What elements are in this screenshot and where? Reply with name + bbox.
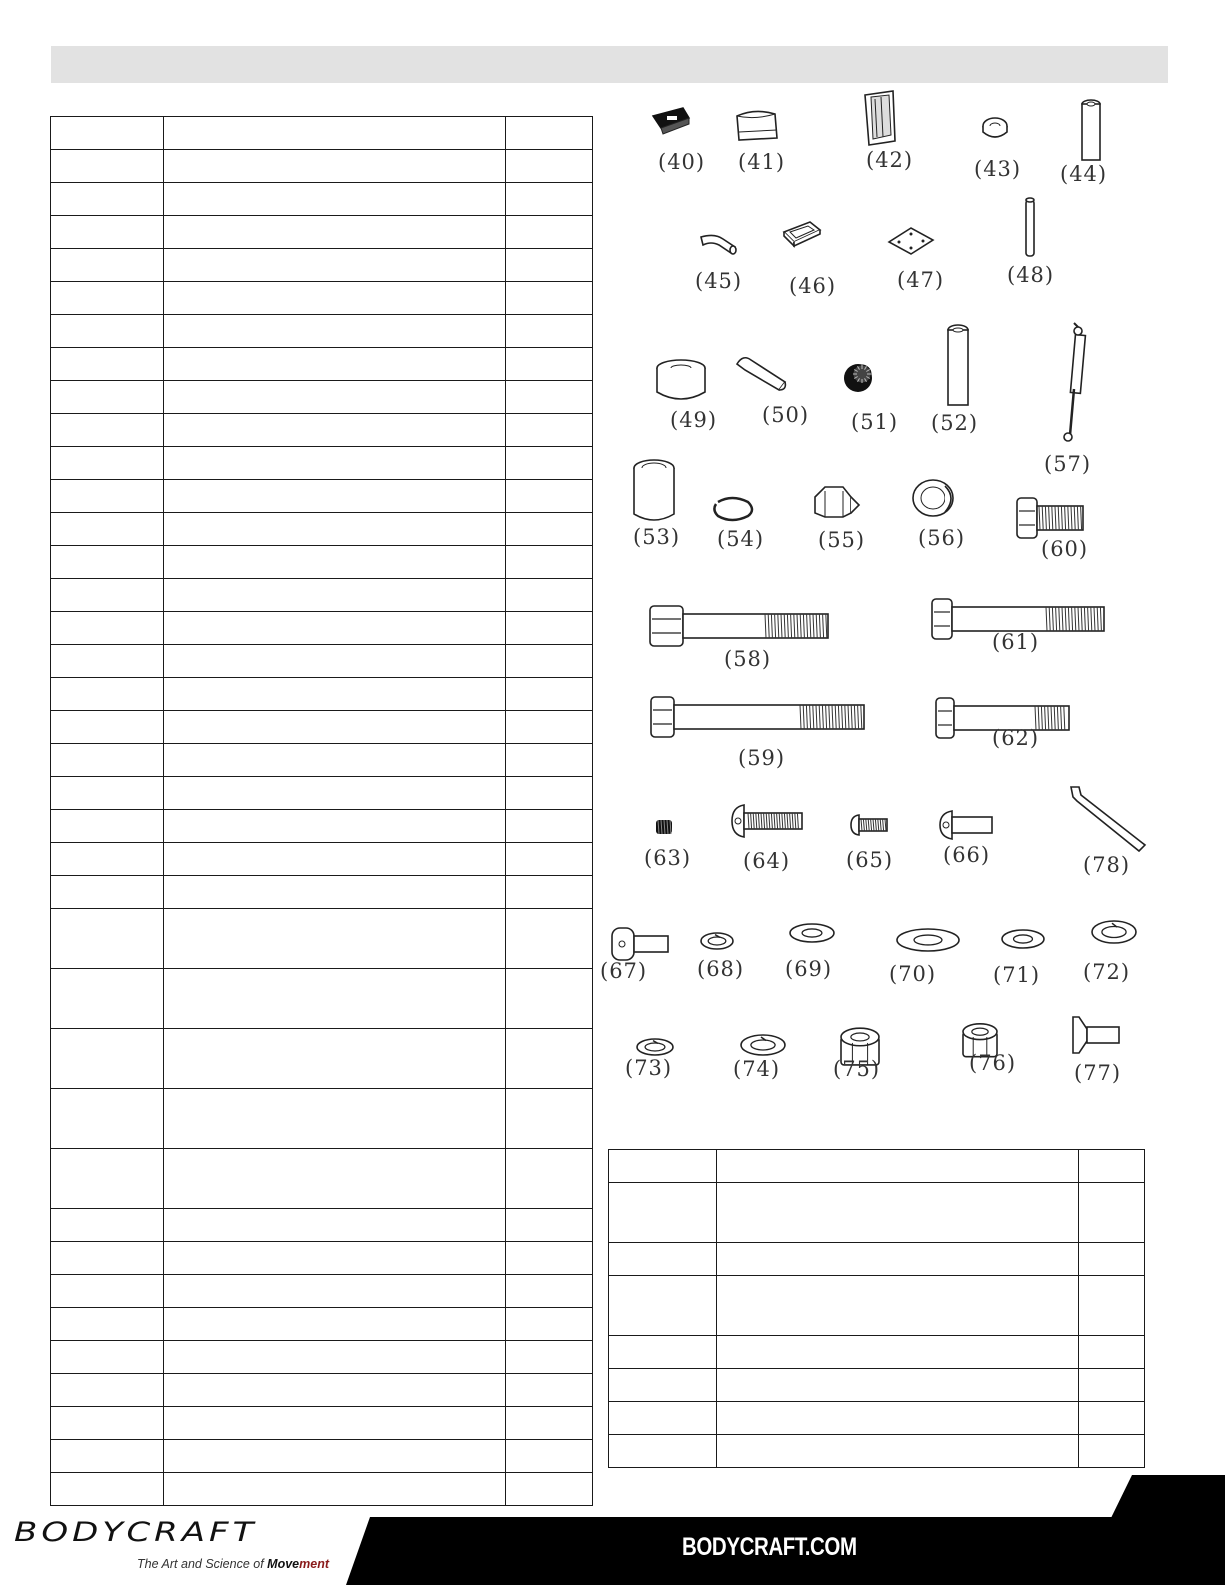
table-row [51,315,593,348]
table-row [51,612,593,645]
table-row [51,414,593,447]
part-label: (78) [1083,853,1131,877]
part-label: (75) [833,1057,881,1081]
table-cell [51,1440,164,1473]
table-cell [506,1308,593,1341]
table-cell [506,1242,593,1275]
table-cell [163,216,506,249]
table-cell [51,1308,164,1341]
table-cell [506,645,593,678]
table-cell [51,282,164,315]
page-footer [0,1517,1225,1585]
table-cell [163,1440,506,1473]
table-cell [506,969,593,1029]
parts-illustration-panel [596,80,1176,1120]
part-label: (66) [943,843,991,867]
table-cell [51,777,164,810]
table-row [51,810,593,843]
table-row [51,348,593,381]
table-cell [506,183,593,216]
table-cell [163,1473,506,1506]
table-row [609,1369,1145,1402]
table-cell [163,513,506,546]
table-cell [51,117,164,150]
table-cell [506,1029,593,1089]
table-cell [609,1369,717,1402]
table-cell [51,612,164,645]
table-cell [506,1209,593,1242]
table-cell [506,1374,593,1407]
table-cell [163,876,506,909]
table-row [51,711,593,744]
table-row [51,1308,593,1341]
part-label: (63) [644,846,692,870]
table-cell [717,1243,1079,1276]
table-row [51,150,593,183]
table-cell [51,678,164,711]
table-row [51,513,593,546]
parts-list-table [50,116,593,1506]
table-row [51,678,593,711]
table-cell [51,1473,164,1506]
table-cell [163,1308,506,1341]
table-row [51,546,593,579]
table-cell [163,1374,506,1407]
table-row [51,909,593,969]
table-row [609,1435,1145,1468]
table-cell [506,216,593,249]
part-label: (53) [633,525,681,549]
part-label: (48) [1007,263,1055,287]
table-cell [51,1149,164,1209]
table-cell [51,843,164,876]
table-row [51,579,593,612]
table-row [51,282,593,315]
table-cell [51,876,164,909]
table-cell [163,612,506,645]
table-cell [51,1209,164,1242]
table-cell [1078,1183,1144,1243]
table-cell [163,909,506,969]
part-label: (61) [992,630,1040,654]
table-cell [506,1473,593,1506]
part-label: (77) [1074,1061,1122,1085]
table-row [51,876,593,909]
table-row [51,1029,593,1089]
part-label: (42) [866,148,914,172]
table-row [51,1242,593,1275]
table-cell [506,843,593,876]
table-row [51,381,593,414]
table-cell [51,150,164,183]
table-cell [506,909,593,969]
table-cell [163,1341,506,1374]
table-cell [163,480,506,513]
table-cell [51,546,164,579]
table-cell [51,579,164,612]
part-label: (40) [658,150,706,174]
part-label: (58) [724,647,772,671]
part-label: (65) [846,848,894,872]
table-cell [163,414,506,447]
table-cell [163,282,506,315]
table-cell [163,843,506,876]
part-label: (45) [695,269,743,293]
part-label: (55) [818,528,866,552]
part-label: (73) [625,1056,673,1080]
table-cell [506,810,593,843]
table-cell [506,1341,593,1374]
table-cell [717,1183,1079,1243]
table-cell [506,546,593,579]
table-row [51,744,593,777]
table-cell [506,1089,593,1149]
table-row [51,1473,593,1506]
table-cell [51,810,164,843]
table-row [51,1209,593,1242]
gas-spring-icon [1060,323,1225,453]
table-cell [163,348,506,381]
part-label: (76) [969,1051,1017,1075]
table-cell [163,810,506,843]
table-row [609,1243,1145,1276]
table-cell [51,447,164,480]
table-cell [506,744,593,777]
table-cell [51,348,164,381]
part-label: (54) [717,527,765,551]
table-cell [163,381,506,414]
table-cell [51,645,164,678]
part-label: (74) [733,1057,781,1081]
table-cell [51,480,164,513]
table-cell [163,315,506,348]
table-cell [506,348,593,381]
table-cell [51,1029,164,1089]
table-cell [506,513,593,546]
table-row [609,1336,1145,1369]
table-cell [1078,1402,1144,1435]
table-cell [1078,1336,1144,1369]
part-label: (67) [600,959,648,983]
table-cell [163,1275,506,1308]
part-label: (56) [918,526,966,550]
part-label: (59) [738,746,786,770]
part-label: (41) [738,150,786,174]
table-cell [1078,1150,1144,1183]
table-row [51,843,593,876]
part-label: (44) [1060,162,1108,186]
table-cell [51,1089,164,1149]
part-label: (69) [785,957,833,981]
brand-tagline: The Art and Science of Movement [137,1557,329,1571]
allen-wrench-icon [1069,787,1225,917]
table-cell [51,513,164,546]
table-cell [51,381,164,414]
table-cell [163,678,506,711]
pin-rod-icon [1026,198,1225,328]
table-row [609,1150,1145,1183]
table-cell [163,969,506,1029]
table-cell [51,1341,164,1374]
table-cell [506,579,593,612]
table-cell [506,711,593,744]
table-row [51,249,593,282]
table-cell [163,183,506,216]
table-cell [1078,1369,1144,1402]
table-cell [163,1029,506,1089]
table-cell [51,183,164,216]
table-row [51,1341,593,1374]
part-label: (62) [992,726,1040,750]
part-label: (72) [1083,960,1131,984]
table-row [51,969,593,1029]
table-row [51,447,593,480]
table-row [51,1275,593,1308]
table-row [51,777,593,810]
table-cell [163,150,506,183]
table-cell [163,1209,506,1242]
table-cell [1078,1243,1144,1276]
table-cell [609,1435,717,1468]
table-cell [609,1183,717,1243]
part-label: (51) [851,410,899,434]
table-row [51,1089,593,1149]
table-row [51,645,593,678]
table-cell [51,315,164,348]
table-cell [506,447,593,480]
table-row [51,117,593,150]
table-cell [609,1402,717,1435]
part-label: (64) [743,849,791,873]
part-label: (71) [993,963,1041,987]
table-cell [717,1369,1079,1402]
table-cell [163,579,506,612]
table-row [609,1402,1145,1435]
part-label: (60) [1041,537,1089,561]
table-cell [51,969,164,1029]
website-link[interactable]: BODYCRAFT.COM [682,1533,857,1561]
table-cell [163,744,506,777]
part-label: (57) [1044,452,1092,476]
table-cell [609,1336,717,1369]
table-cell [609,1150,717,1183]
table-cell [506,678,593,711]
table-cell [1078,1435,1144,1468]
table-cell [51,1407,164,1440]
table-cell [506,1149,593,1209]
table-cell [506,282,593,315]
table-cell [506,315,593,348]
table-cell [609,1243,717,1276]
table-cell [717,1435,1079,1468]
part-label: (43) [974,157,1022,181]
table-row [51,480,593,513]
table-cell [506,249,593,282]
table-cell [506,381,593,414]
table-cell [163,645,506,678]
table-cell [51,1374,164,1407]
table-cell [506,1440,593,1473]
table-cell [717,1150,1079,1183]
table-cell [51,744,164,777]
table-cell [506,612,593,645]
table-cell [51,909,164,969]
part-label: (49) [670,408,718,432]
part-label: (52) [931,411,979,435]
table-cell [51,1242,164,1275]
table-cell [51,216,164,249]
part-label: (70) [889,962,937,986]
table-cell [163,249,506,282]
table-cell [163,117,506,150]
hardware-list-table [608,1149,1145,1468]
table-cell [717,1402,1079,1435]
section-header-bar [51,46,1168,83]
part-label: (46) [789,274,837,298]
part-label: (50) [762,403,810,427]
table-cell [609,1276,717,1336]
part-label: (68) [697,957,745,981]
table-cell [163,711,506,744]
table-row [51,1407,593,1440]
table-cell [1078,1276,1144,1336]
table-row [51,183,593,216]
table-cell [163,1089,506,1149]
table-cell [163,1407,506,1440]
table-cell [506,876,593,909]
table-cell [506,414,593,447]
table-cell [506,150,593,183]
table-cell [717,1336,1079,1369]
table-cell [163,777,506,810]
part-label: (47) [897,268,945,292]
table-cell [51,1275,164,1308]
table-row [51,1149,593,1209]
table-cell [506,1275,593,1308]
table-row [51,1374,593,1407]
table-cell [163,546,506,579]
brand-logo: BODYCRAFT [14,1517,258,1549]
footer-corner-tab [1110,1475,1225,1520]
table-row [51,1440,593,1473]
table-cell [51,414,164,447]
table-cell [163,1149,506,1209]
table-cell [51,711,164,744]
table-cell [163,1242,506,1275]
table-cell [506,117,593,150]
table-cell [163,447,506,480]
table-cell [717,1276,1079,1336]
table-cell [506,1407,593,1440]
table-cell [506,777,593,810]
table-cell [506,480,593,513]
table-cell [51,249,164,282]
table-row [51,216,593,249]
table-row [609,1276,1145,1336]
table-row [609,1183,1145,1243]
